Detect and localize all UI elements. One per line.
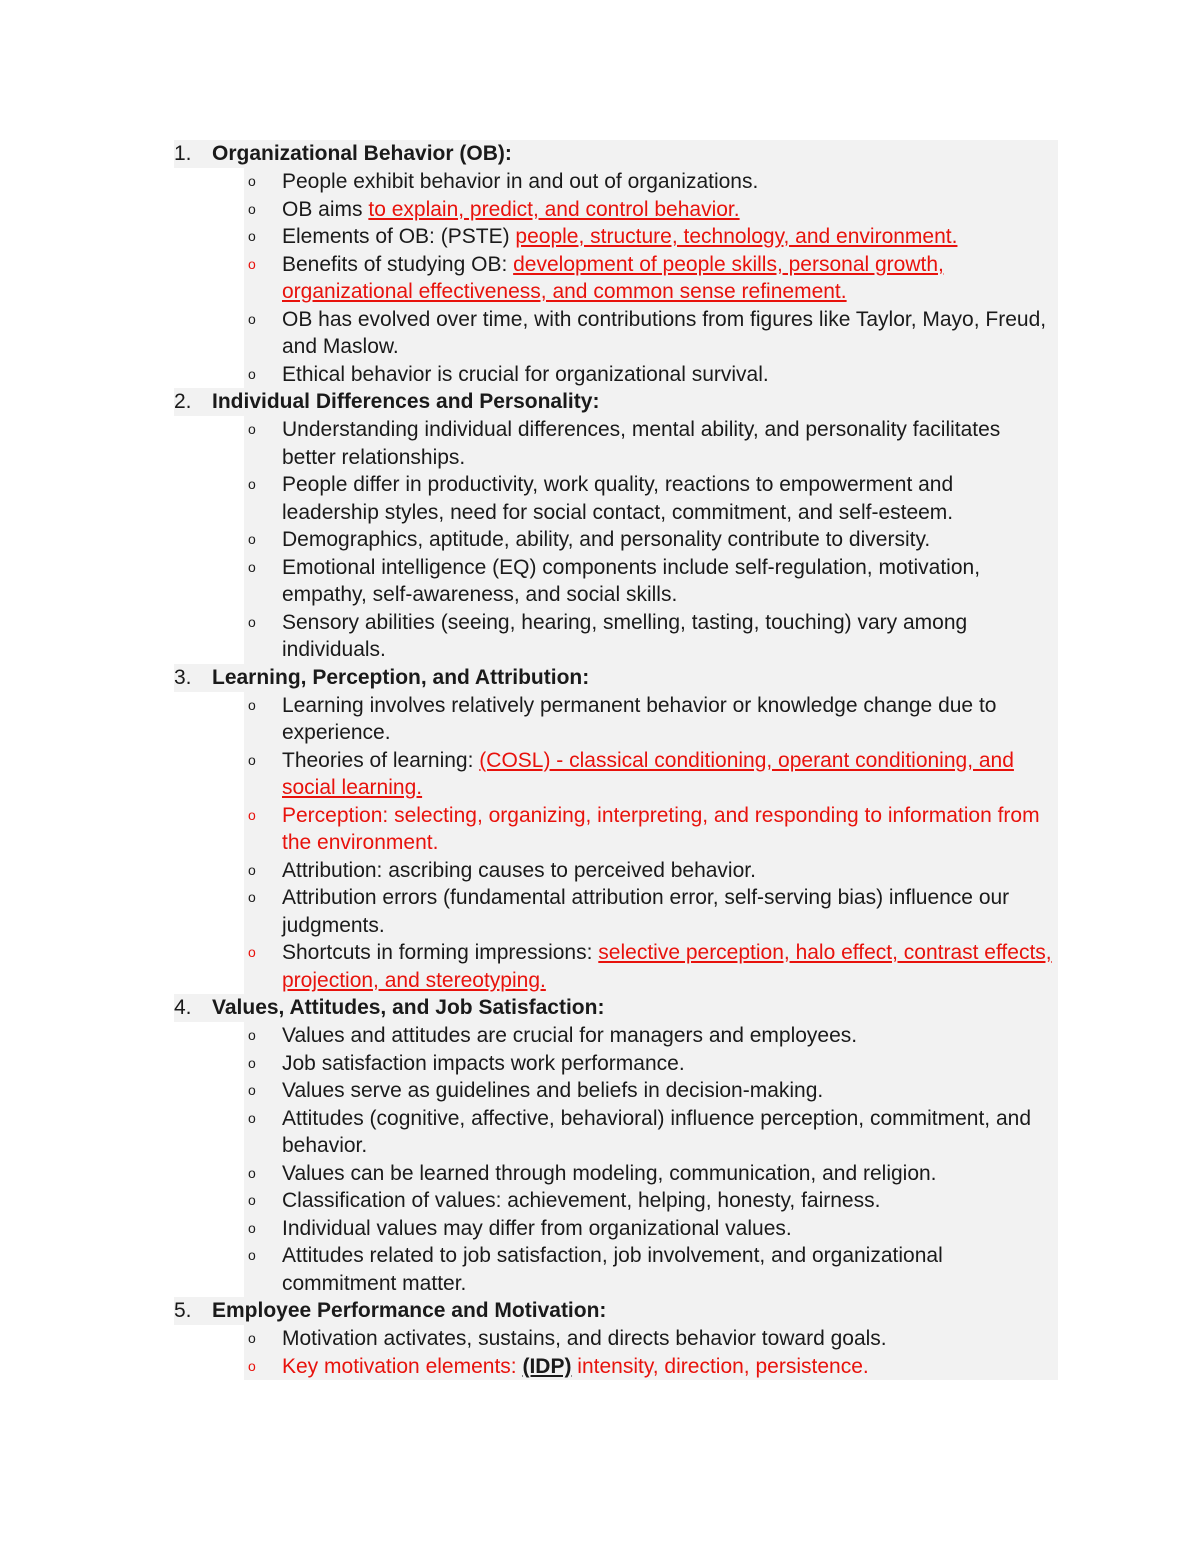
bullet-text (282, 1160, 1058, 1188)
bullet-text (282, 609, 1058, 664)
bullet-text-prefix: Job satisfaction impacts work performance. (282, 1051, 685, 1075)
bullet-text (282, 554, 1058, 609)
bullet-item (244, 1325, 1058, 1353)
section-heading (174, 664, 1058, 692)
section-2 (174, 388, 1058, 664)
bullet-item (244, 1187, 1058, 1215)
bullet-item (244, 802, 1058, 857)
bullet-text-red-underlined: selective perception, halo effect, contrast effects, projection, and stereotyping. (282, 941, 1052, 992)
bullet-marker-icon: o (248, 944, 256, 960)
bullet-text (282, 1353, 1058, 1381)
bullet-item (244, 1022, 1058, 1050)
bullet-item (244, 747, 1058, 802)
section-1 (174, 140, 1058, 388)
bullet-text (282, 1022, 1058, 1050)
bullet-text (282, 471, 1058, 526)
bullet-item (244, 306, 1058, 361)
bullet-text (282, 361, 1058, 389)
bullet-marker-icon: o (248, 1247, 256, 1263)
bullet-text-prefix: Theories of learning: (282, 748, 480, 772)
bullet-item (244, 884, 1058, 939)
bullet-text-prefix: Ethical behavior is crucial for organizational survival. (282, 362, 769, 386)
section-number: 4. (174, 996, 192, 1019)
bullet-marker-icon: o (248, 1357, 256, 1374)
bullet-text (282, 223, 1058, 251)
bullet-text-prefix: Understanding individual differences, mental ability, and personality facilitates better relationships. (282, 418, 1001, 469)
bullet-marker-icon: o (248, 751, 256, 768)
bullet-text (282, 168, 1058, 196)
bullet-text (282, 1105, 1058, 1160)
bullet-text (282, 1050, 1058, 1078)
bullet-marker-icon: o (248, 255, 256, 272)
bullet-marker-icon: o (248, 173, 256, 189)
bullet-text-prefix: Shortcuts in forming impressions: (282, 941, 599, 964)
bullet-text (282, 251, 1058, 306)
bullet-marker-icon: o (248, 1192, 256, 1208)
bullet-text-red-underlined: people, structure, technology, and environment. (515, 225, 958, 248)
bullet-item (244, 939, 1058, 994)
bullet-list (174, 1022, 1058, 1297)
section-number: 3. (174, 665, 192, 689)
bullet-item (244, 471, 1058, 526)
bullet-marker-icon: o (248, 889, 256, 905)
bullet-marker-icon: o (248, 558, 256, 575)
bullet-marker-icon: o (248, 861, 256, 878)
bullet-text (282, 747, 1058, 802)
bullet-text-prefix: Motivation activates, sustains, and directs behavior toward goals. (282, 1327, 887, 1350)
bullet-list (174, 416, 1058, 664)
bullet-text-red-suffix: intensity, direction, persistence. (571, 1354, 869, 1378)
bullet-marker-icon: o (248, 1054, 256, 1071)
bullet-item (244, 609, 1058, 664)
bullet-item (244, 1077, 1058, 1105)
bullet-item (244, 526, 1058, 554)
bullet-marker-icon: o (248, 1219, 256, 1236)
bullet-text (282, 1077, 1058, 1105)
bullet-text-prefix: People exhibit behavior in and out of organizations. (282, 170, 759, 193)
bullet-text-red-underlined: to explain, predict, and control behavior. (368, 197, 740, 221)
bullet-text-red-plain: Perception: selecting, organizing, interpreting, and responding to information from the environment. (282, 803, 1040, 854)
bullet-item (244, 361, 1058, 389)
section-heading (174, 388, 1058, 416)
bullet-text (282, 884, 1058, 939)
bullet-item (244, 196, 1058, 224)
bullet-marker-icon: o (248, 310, 256, 327)
bullet-text-prefix: People differ in productivity, work quality, reactions to empowerment and leadership styles, need for social contact, commitment, and self-esteem. (282, 473, 954, 524)
bullet-text-prefix: Demographics, aptitude, ability, and personality contribute to diversity. (282, 528, 931, 551)
section-heading (174, 994, 1058, 1022)
outline-list (174, 140, 1058, 1380)
bullet-item (244, 692, 1058, 747)
bullet-text-red-underlined: development of people skills, personal growth, organizational effectiveness, and common sense refinement. (282, 252, 944, 303)
bullet-item (244, 251, 1058, 306)
section-number: 1. (174, 142, 192, 165)
section-3 (174, 664, 1058, 995)
bullet-marker-icon: o (248, 696, 256, 713)
bullet-text-prefix: Values serve as guidelines and beliefs in decision-making. (282, 1079, 824, 1102)
bullet-marker-icon: o (248, 421, 256, 437)
bullet-list (174, 1325, 1058, 1380)
bullet-text (282, 802, 1058, 857)
bullet-text (282, 196, 1058, 224)
section-number: 2. (174, 390, 192, 413)
section-title: Individual Differences and Personality: (212, 390, 600, 413)
section-title: Organizational Behavior (OB): (212, 142, 512, 165)
bullet-text-prefix: Attitudes related to job satisfaction, job involvement, and organizational commitment matter. (282, 1244, 943, 1295)
bullet-marker-icon: o (248, 1330, 256, 1346)
bullet-text (282, 1187, 1058, 1215)
bullet-text (282, 692, 1058, 747)
bullet-text-prefix: Attribution: ascribing causes to perceived behavior. (282, 858, 756, 882)
section-number: 5. (174, 1299, 192, 1322)
section-heading (174, 1297, 1058, 1325)
bullet-item (244, 168, 1058, 196)
section-title: Employee Performance and Motivation: (212, 1299, 607, 1322)
bullet-text-prefix: Sensory abilities (seeing, hearing, smelling, tasting, touching) vary among individuals. (282, 610, 968, 661)
bullet-text-prefix: OB has evolved over time, with contributions from figures like Taylor, Mayo, Freud, and Maslow. (282, 307, 1047, 358)
bullet-text-prefix: Attitudes (cognitive, affective, behavioral) influence perception, commitment, and behavior. (282, 1106, 1032, 1157)
bullet-item (244, 416, 1058, 471)
bullet-text (282, 857, 1058, 885)
bullet-text-black-bold-underlined: (IDP) (522, 1354, 572, 1378)
bullet-item (244, 1105, 1058, 1160)
bullet-item (244, 1242, 1058, 1297)
section-5 (174, 1297, 1058, 1380)
bullet-marker-icon: o (248, 1109, 256, 1126)
bullet-item (244, 223, 1058, 251)
section-4 (174, 994, 1058, 1297)
bullet-marker-icon: o (248, 1027, 256, 1043)
bullet-item (244, 1215, 1058, 1243)
bullet-item (244, 1353, 1058, 1381)
section-title: Values, Attitudes, and Job Satisfaction: (212, 996, 605, 1019)
bullet-text-red-plain: Key motivation elements: (282, 1354, 523, 1378)
bullet-list (174, 168, 1058, 388)
bullet-text-prefix: Benefits of studying OB: (282, 252, 514, 276)
bullet-item (244, 1050, 1058, 1078)
bullet-text-prefix: Elements of OB: (PSTE) (282, 225, 516, 248)
bullet-text (282, 1325, 1058, 1353)
bullet-marker-icon: o (248, 228, 256, 244)
section-title: Learning, Perception, and Attribution: (212, 665, 590, 689)
bullet-text (282, 306, 1058, 361)
bullet-marker-icon: o (248, 531, 256, 547)
bullet-text-prefix: Attribution errors (fundamental attribution error, self-serving bias) influence our judgments. (282, 886, 1010, 937)
bullet-text (282, 416, 1058, 471)
bullet-text (282, 526, 1058, 554)
bullet-text-prefix: Values can be learned through modeling, communication, and religion. (282, 1161, 937, 1185)
bullet-text (282, 939, 1058, 994)
bullet-text-prefix: Individual values may differ from organizational values. (282, 1216, 792, 1240)
bullet-text-prefix: Learning involves relatively permanent behavior or knowledge change due to experience. (282, 693, 997, 744)
bullet-text-prefix: Values and attitudes are crucial for managers and employees. (282, 1024, 858, 1047)
bullet-list (174, 692, 1058, 995)
bullet-marker-icon: o (248, 476, 256, 492)
bullet-marker-icon: o (248, 1164, 256, 1181)
bullet-text-red-underlined: (COSL) - classical conditioning, operant conditioning, and social learning. (282, 748, 1014, 799)
bullet-text-prefix: OB aims (282, 197, 369, 221)
section-heading (174, 140, 1058, 168)
bullet-marker-icon: o (248, 365, 256, 382)
bullet-text-prefix: Emotional intelligence (EQ) components include self-regulation, motivation, empathy, self-awareness, and social skills. (282, 555, 981, 606)
bullet-marker-icon: o (248, 806, 256, 823)
bullet-marker-icon: o (248, 613, 256, 630)
bullet-text (282, 1242, 1058, 1297)
bullet-marker-icon: o (248, 200, 256, 217)
bullet-marker-icon: o (248, 1082, 256, 1098)
bullet-text-prefix: Classification of values: achievement, helping, honesty, fairness. (282, 1189, 881, 1212)
bullet-text (282, 1215, 1058, 1243)
bullet-item (244, 1160, 1058, 1188)
bullet-item (244, 554, 1058, 609)
bullet-item (244, 857, 1058, 885)
